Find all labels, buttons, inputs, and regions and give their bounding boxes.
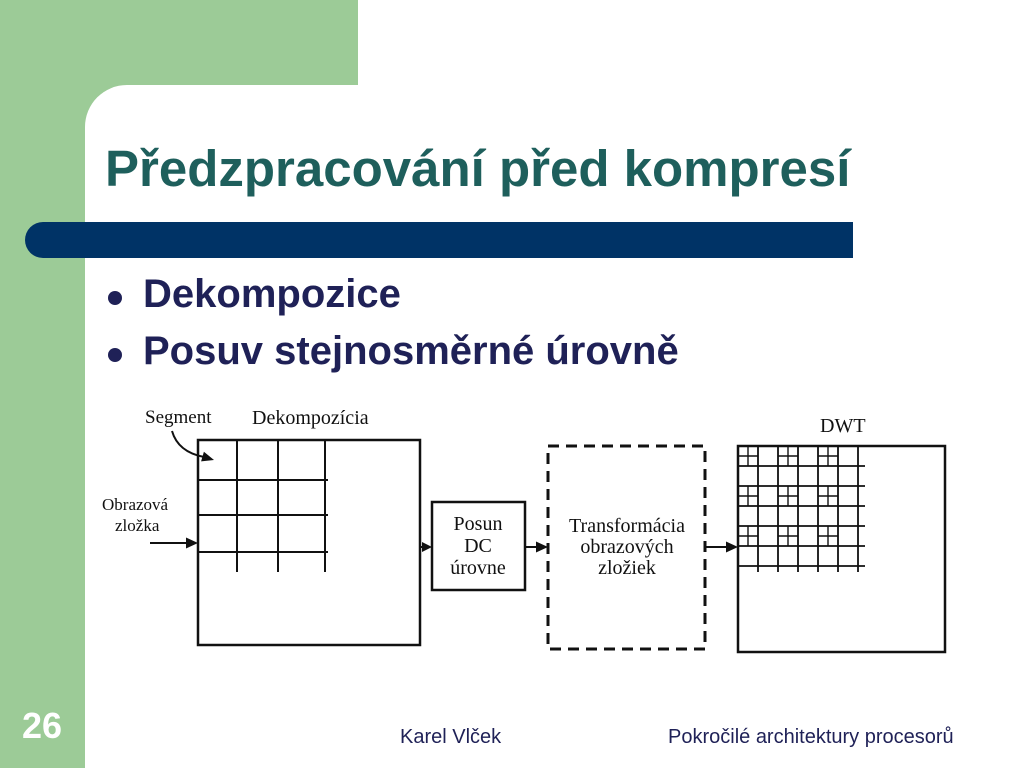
footer-course: Pokročilé architektury procesorů bbox=[668, 726, 954, 748]
title-underline-bar bbox=[25, 222, 853, 258]
bullet-text: Dekompozice bbox=[143, 272, 401, 316]
dc-shift-label-line: úrovne bbox=[450, 557, 506, 579]
decomposition-label: Dekompozícia bbox=[252, 407, 369, 429]
page-number: 26 bbox=[22, 705, 63, 746]
green-side-strip bbox=[0, 0, 85, 768]
transform-label-line: obrazových bbox=[580, 536, 674, 558]
dwt-label: DWT bbox=[820, 415, 866, 437]
input-label-line: Obrazová bbox=[102, 495, 169, 514]
dc-shift-label-line: DC bbox=[464, 535, 492, 557]
transform-label-line: Transformácia bbox=[569, 515, 685, 537]
bullet-dot-icon bbox=[108, 291, 122, 305]
segment-label: Segment bbox=[145, 407, 212, 428]
input-label-line: zložka bbox=[115, 516, 160, 535]
dc-shift-label-line: Posun bbox=[453, 513, 503, 535]
slide-title: Předzpracování před kompresí bbox=[105, 140, 851, 197]
bullet-item bbox=[143, 327, 679, 375]
bullet-dot-icon bbox=[108, 348, 122, 362]
bullet-text: Posuv stejnosměrné úrovně bbox=[143, 329, 679, 373]
footer-author: Karel Vlček bbox=[400, 726, 502, 748]
bullet-item bbox=[143, 270, 401, 318]
transform-label-line: zložiek bbox=[598, 557, 656, 579]
